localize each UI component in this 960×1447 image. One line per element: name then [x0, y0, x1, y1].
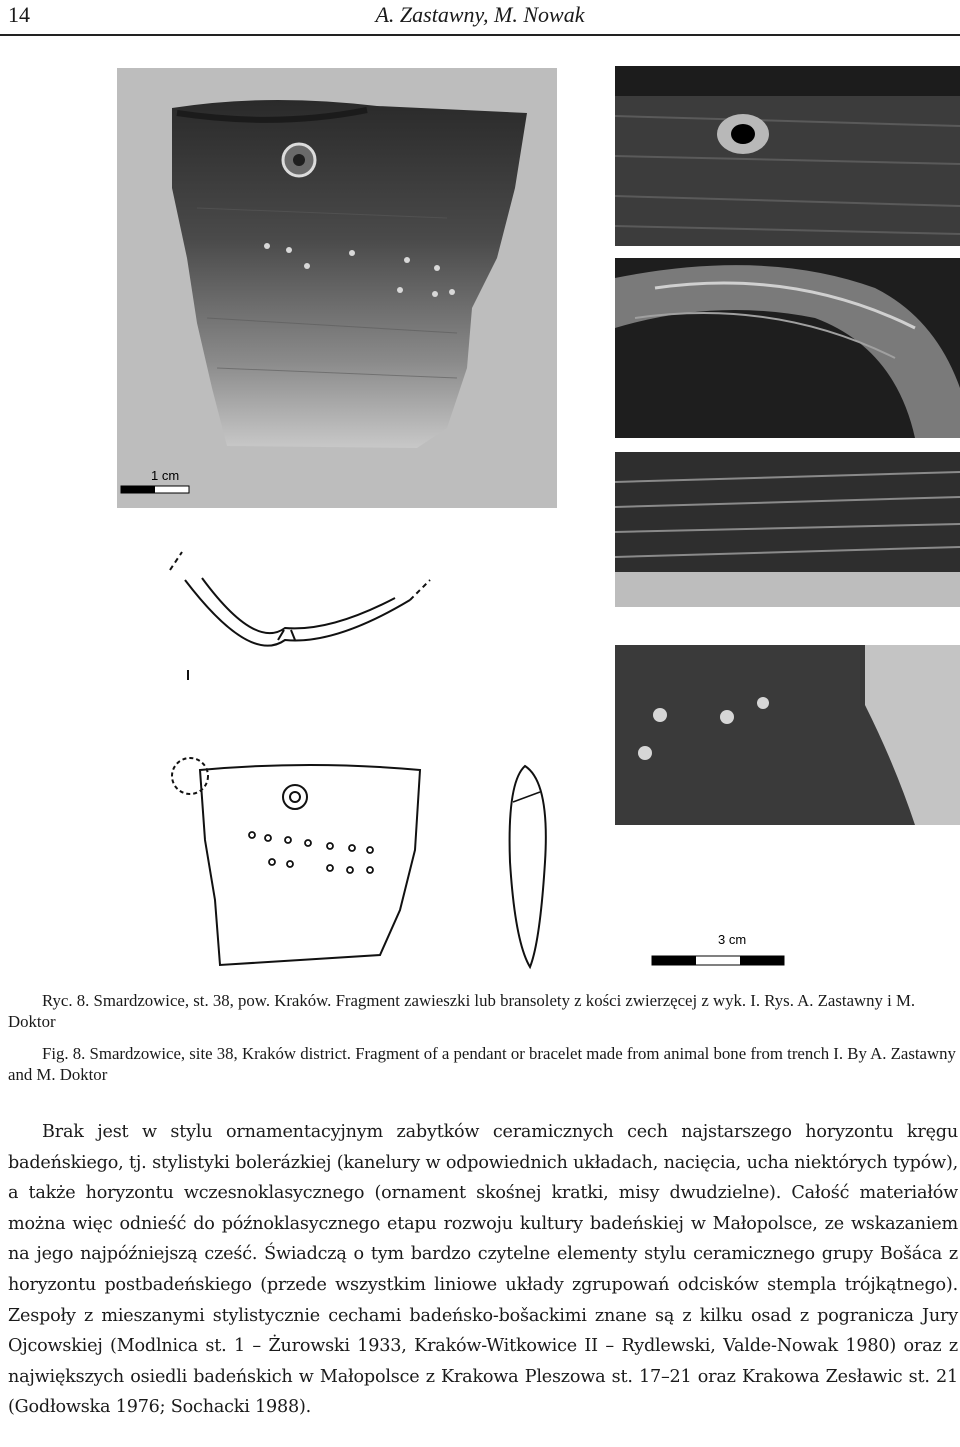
caption-pl-text: Ryc. 8. Smardzowice, st. 38, pow. Kraków. Fragment zawieszki lub bransolety z kości zwierzęcej z wyk. I. Rys. A. Zastawny i M. Doktor	[8, 991, 916, 1031]
drawing-scale-bar	[650, 930, 790, 970]
figure-caption-en	[8, 1043, 958, 1085]
detail-photo-edge	[615, 258, 960, 438]
body-paragraph: Brak jest w stylu ornamentacyjnym zabytków ceramicznych cech najstarszego horyzontu kręgu badeńskiego, tj. stylistyki bolerázkiej (kanelury w odpowiednich układach, nacięcia, ucha niektórych typów), a także horyzontu wczesnoklasycznego (ornament skośnej kratki, misy dwudzielne). Całość materiałów można więc odnieść do późnoklasycznego etapu rozwoju kultury badeńskiej w Małopolsce, ze wskazaniem na jego najpóźniejszą cześć. Świadczą o tym bardzo czytelne elementy stylu ceramicznego grupy Bošáca z horyzontu postbadeńskiego (przede wszystkim liniowe układy zgrupowań odcisków stempla trójkątnego). Zespoły z mieszanymi stylistycznie cechami badeńsko-bošackimi znane są z kilku osad z pogranicza Jury Ojcowskiej (Modlnica st. 1 – Żurowski 1933, Kraków-Witkowice II – Rydlewski, Valde-Nowak 1980) oraz z największych osiedli badeńskich w Małopolsce z Krakowa Pleszowa st. 17–21 oraz Krakowa Zesławic st. 21 (Godłowska 1976; Sochacki 1988).	[8, 1122, 958, 1418]
caption-en-text: Fig. 8. Smardzowice, site 38, Kraków district. Fragment of a pendant or bracelet made from animal bone from trench I. By A. Zastawny and M. Doktor	[8, 1044, 956, 1084]
drawing-front-view	[160, 740, 480, 970]
header-rule	[0, 34, 960, 36]
detail-photo-surface	[615, 452, 960, 607]
running-title: A. Zastawny, M. Nowak	[375, 2, 585, 27]
photo-scale-label: 1 cm	[151, 468, 180, 483]
drawing-scale-label: 3 cm	[718, 932, 747, 947]
detail-photo-hole	[615, 66, 960, 246]
artifact-photo-main	[117, 68, 557, 508]
page-header	[0, 0, 960, 34]
drawing-cross-section	[160, 540, 460, 680]
figure-caption-pl	[8, 990, 958, 1032]
page-number: 14	[8, 2, 30, 27]
drawing-side-view	[495, 762, 555, 972]
detail-photo-dots	[615, 645, 960, 825]
